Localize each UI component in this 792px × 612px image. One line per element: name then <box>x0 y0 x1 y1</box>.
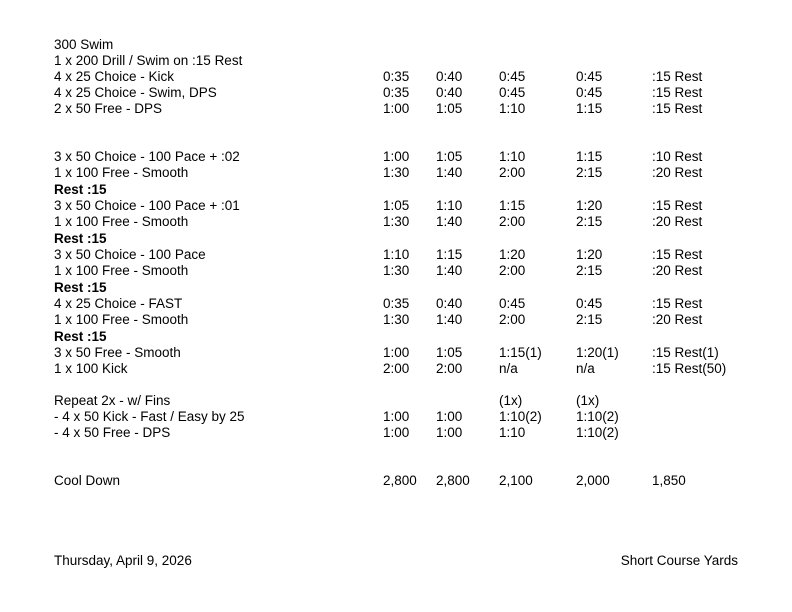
workout-row <box>0 312 792 328</box>
set-description: Cool Down <box>54 473 121 488</box>
interval-4: 1:20 <box>576 198 603 213</box>
set-description: 4 x 25 Choice - Swim, DPS <box>54 85 217 100</box>
rest-label: Rest :15 <box>54 329 107 344</box>
rest-label: Rest :15 <box>54 182 107 197</box>
set-description: 1 x 100 Free - Smooth <box>54 165 189 180</box>
set-description: - 4 x 50 Free - DPS <box>54 425 171 440</box>
workout-row <box>0 361 792 377</box>
interval-1: 1:00 <box>383 101 410 116</box>
workout-row <box>0 296 792 312</box>
interval-2: 1:40 <box>436 312 463 327</box>
set-description: 1 x 100 Free - Smooth <box>54 214 189 229</box>
interval-4: (1x) <box>576 393 600 408</box>
workout-row <box>0 198 792 214</box>
interval-2: 1:15 <box>436 247 463 262</box>
interval-3: 2:00 <box>499 214 526 229</box>
interval-4: 1:10(2) <box>576 409 619 424</box>
workout-row <box>0 345 792 361</box>
interval-2: 1:05 <box>436 149 463 164</box>
interval-2: 1:40 <box>436 263 463 278</box>
workout-row <box>0 69 792 85</box>
set-description: 2 x 50 Free - DPS <box>54 101 163 116</box>
workout-row <box>0 85 792 101</box>
interval-4: 0:45 <box>576 85 603 100</box>
interval-2: 1:00 <box>436 425 463 440</box>
rest-note: :10 Rest <box>652 149 703 164</box>
interval-4: 1:20 <box>576 247 603 262</box>
set-description: 1 x 100 Kick <box>54 361 128 376</box>
set-description: - 4 x 50 Kick - Fast / Easy by 25 <box>54 409 245 424</box>
interval-1: 1:30 <box>383 214 410 229</box>
total-5: 1,850 <box>652 473 686 488</box>
interval-3: 1:15 <box>499 198 526 213</box>
rest-note: :15 Rest <box>652 85 703 100</box>
interval-3: 1:10(2) <box>499 409 542 424</box>
cooldown-row <box>0 473 792 489</box>
rest-note: :15 Rest <box>652 247 703 262</box>
interval-1: 0:35 <box>383 69 410 84</box>
interval-1: 1:00 <box>383 345 410 360</box>
workout-row <box>0 165 792 181</box>
rest-note: :20 Rest <box>652 263 703 278</box>
interval-1: 1:10 <box>383 247 410 262</box>
interval-4: 0:45 <box>576 296 603 311</box>
set-description: Repeat 2x - w/ Fins <box>54 393 171 408</box>
workout-row <box>0 393 792 409</box>
interval-2: 0:40 <box>436 69 463 84</box>
interval-3: 1:15(1) <box>499 345 542 360</box>
total-4: 2,000 <box>576 473 610 488</box>
rest-row <box>0 280 792 296</box>
set-description: 3 x 50 Choice - 100 Pace <box>54 247 206 262</box>
interval-4: 1:10(2) <box>576 425 619 440</box>
workout-row <box>0 425 792 441</box>
total-3: 2,100 <box>499 473 533 488</box>
page-title <box>0 37 792 53</box>
footer-date: Thursday, April 9, 2026 <box>54 553 192 568</box>
interval-1: 1:30 <box>383 165 410 180</box>
interval-1: 1:05 <box>383 198 410 213</box>
interval-4: 1:15 <box>576 149 603 164</box>
interval-4: 1:15 <box>576 101 603 116</box>
set-description: 1 x 200 Drill / Swim on :15 Rest <box>54 53 243 68</box>
interval-1: 0:35 <box>383 296 410 311</box>
workout-row <box>0 149 792 165</box>
rest-note: :15 Rest(50) <box>652 361 727 376</box>
interval-4: 2:15 <box>576 263 603 278</box>
interval-2: 1:40 <box>436 165 463 180</box>
rest-note: :20 Rest <box>652 214 703 229</box>
interval-2: 0:40 <box>436 85 463 100</box>
total-2: 2,800 <box>436 473 470 488</box>
interval-3: 1:20 <box>499 247 526 262</box>
interval-4: 1:20(1) <box>576 345 619 360</box>
workout-row <box>0 263 792 279</box>
interval-3: 1:10 <box>499 425 526 440</box>
set-description: 3 x 50 Free - Smooth <box>54 345 181 360</box>
interval-3: 2:00 <box>499 165 526 180</box>
interval-3: 2:00 <box>499 263 526 278</box>
interval-4: 2:15 <box>576 165 603 180</box>
page-title-text: 300 Swim <box>54 37 114 52</box>
rest-note: :20 Rest <box>652 312 703 327</box>
rest-note: :15 Rest <box>652 198 703 213</box>
interval-4: n/a <box>576 361 595 376</box>
interval-4: 2:15 <box>576 312 603 327</box>
interval-1: 0:35 <box>383 85 410 100</box>
set-description: 1 x 100 Free - Smooth <box>54 312 189 327</box>
interval-3: 0:45 <box>499 69 526 84</box>
workout-row <box>0 53 792 69</box>
interval-1: 1:00 <box>383 425 410 440</box>
rest-row <box>0 182 792 198</box>
rest-label: Rest :15 <box>54 231 107 246</box>
interval-1: 1:00 <box>383 149 410 164</box>
interval-3: (1x) <box>499 393 523 408</box>
rest-row <box>0 329 792 345</box>
set-description: 4 x 25 Choice - Kick <box>54 69 175 84</box>
workout-row <box>0 409 792 425</box>
total-1: 2,800 <box>383 473 417 488</box>
interval-1: 2:00 <box>383 361 410 376</box>
set-description: 1 x 100 Free - Smooth <box>54 263 189 278</box>
rest-note: :20 Rest <box>652 165 703 180</box>
interval-2: 0:40 <box>436 296 463 311</box>
interval-3: 2:00 <box>499 312 526 327</box>
workout-row <box>0 247 792 263</box>
set-description: 3 x 50 Choice - 100 Pace + :01 <box>54 198 240 213</box>
interval-1: 1:00 <box>383 409 410 424</box>
rest-note: :15 Rest <box>652 69 703 84</box>
interval-2: 1:05 <box>436 101 463 116</box>
set-description: 3 x 50 Choice - 100 Pace + :02 <box>54 149 240 164</box>
interval-2: 2:00 <box>436 361 463 376</box>
workout-row <box>0 214 792 230</box>
rest-row <box>0 231 792 247</box>
interval-3: 1:10 <box>499 101 526 116</box>
interval-2: 1:10 <box>436 198 463 213</box>
workout-row <box>0 101 792 117</box>
interval-1: 1:30 <box>383 312 410 327</box>
rest-label: Rest :15 <box>54 280 107 295</box>
rest-note: :15 Rest <box>652 296 703 311</box>
interval-3: 0:45 <box>499 296 526 311</box>
interval-2: 1:40 <box>436 214 463 229</box>
interval-2: 1:05 <box>436 345 463 360</box>
interval-3: 0:45 <box>499 85 526 100</box>
interval-3: n/a <box>499 361 518 376</box>
rest-note: :15 Rest <box>652 101 703 116</box>
set-description: 4 x 25 Choice - FAST <box>54 296 183 311</box>
interval-3: 1:10 <box>499 149 526 164</box>
rest-note: :15 Rest(1) <box>652 345 719 360</box>
interval-2: 1:00 <box>436 409 463 424</box>
interval-1: 1:30 <box>383 263 410 278</box>
interval-4: 0:45 <box>576 69 603 84</box>
footer-course: Short Course Yards <box>620 553 738 568</box>
interval-4: 2:15 <box>576 214 603 229</box>
